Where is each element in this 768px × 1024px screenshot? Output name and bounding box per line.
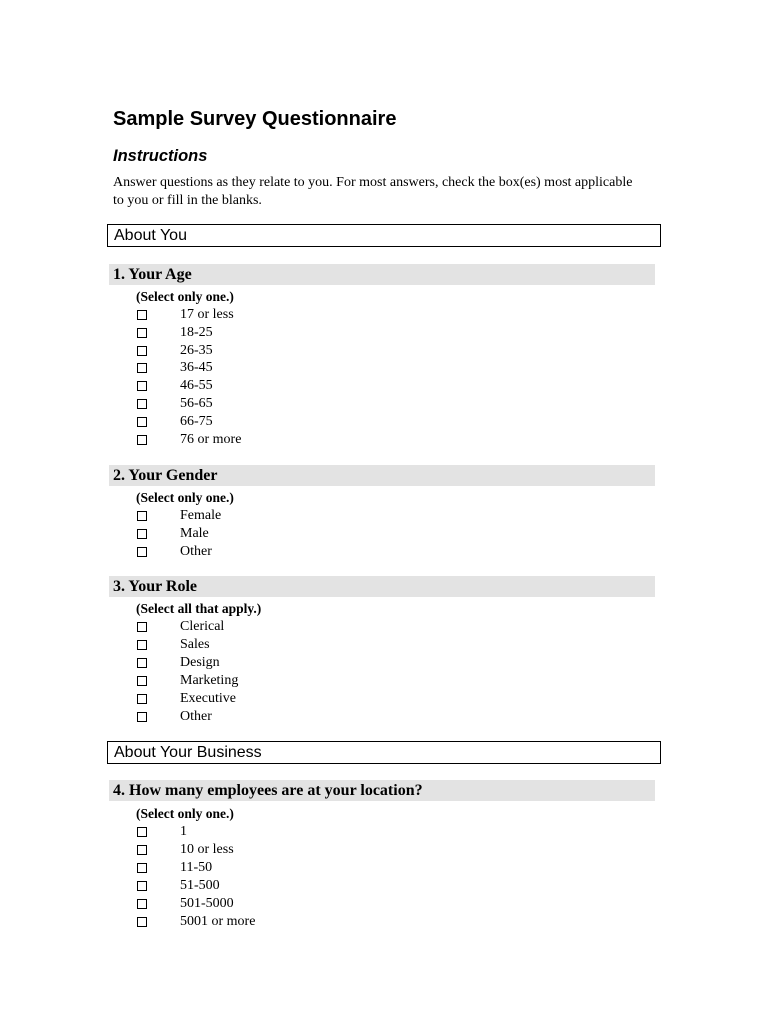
option-label: 18-25 (180, 325, 213, 340)
checkbox-option[interactable] (136, 896, 436, 914)
checkbox-option[interactable] (136, 842, 436, 860)
option-label: 5001 or more (180, 914, 256, 929)
option-label: Marketing (180, 673, 239, 688)
section-title: About Your Business (114, 744, 262, 761)
checkbox[interactable] (137, 917, 147, 927)
checkbox-option[interactable] (136, 619, 436, 637)
option-label: Other (180, 709, 212, 724)
checkbox-option[interactable] (136, 655, 436, 673)
option-label: 56-65 (180, 396, 213, 411)
option-label: 51-500 (180, 878, 220, 893)
checkbox-option[interactable] (136, 360, 436, 378)
checkbox-option[interactable] (136, 673, 436, 691)
question-heading-gender: 2. Your Gender (109, 465, 655, 486)
checkbox-option[interactable] (136, 414, 436, 432)
checkbox-option[interactable] (136, 709, 436, 727)
checkbox-option[interactable] (136, 378, 436, 396)
option-label: 36-45 (180, 360, 213, 375)
checkbox[interactable] (137, 328, 147, 338)
checkbox-option[interactable] (136, 878, 436, 896)
checkbox[interactable] (137, 863, 147, 873)
checkbox-option[interactable] (136, 637, 436, 655)
checkbox[interactable] (137, 658, 147, 668)
checkbox[interactable] (137, 346, 147, 356)
checkbox-option[interactable] (136, 508, 436, 526)
option-label: Female (180, 508, 222, 523)
checkbox[interactable] (137, 381, 147, 391)
checkbox[interactable] (137, 435, 147, 445)
checkbox[interactable] (137, 547, 147, 557)
checkbox-option[interactable] (136, 860, 436, 878)
checkbox[interactable] (137, 712, 147, 722)
checkbox[interactable] (137, 827, 147, 837)
option-label: 66-75 (180, 414, 213, 429)
option-label: 11-50 (180, 860, 213, 875)
checkbox[interactable] (137, 363, 147, 373)
option-label: Executive (180, 691, 236, 706)
section-about-you (107, 224, 661, 247)
checkbox-option[interactable] (136, 325, 436, 343)
checkbox[interactable] (137, 417, 147, 427)
option-label: 1 (180, 824, 187, 839)
checkbox[interactable] (137, 640, 147, 650)
checkbox[interactable] (137, 899, 147, 909)
option-label: Sales (180, 637, 210, 652)
checkbox-option[interactable] (136, 526, 436, 544)
question-heading-employees: 4. How many employees are at your location? (109, 780, 655, 801)
checkbox[interactable] (137, 511, 147, 521)
question-note: (Select all that apply.) (136, 601, 262, 616)
option-label: 10 or less (180, 842, 234, 857)
instructions-heading: Instructions (113, 147, 208, 165)
checkbox-option[interactable] (136, 691, 436, 709)
checkbox-option[interactable] (136, 544, 436, 562)
checkbox[interactable] (137, 694, 147, 704)
checkbox[interactable] (137, 399, 147, 409)
instructions-text: Answer questions as they relate to you. For most answers, check the box(es) most applicable to you or fill in the blanks. (113, 175, 633, 208)
option-label: 501-5000 (180, 896, 234, 911)
option-label: Design (180, 655, 220, 670)
question-note: (Select only one.) (136, 806, 234, 821)
question-note: (Select only one.) (136, 289, 234, 304)
option-label: 76 or more (180, 432, 242, 447)
checkbox-option[interactable] (136, 307, 436, 325)
checkbox-option[interactable] (136, 396, 436, 414)
page-title: Sample Survey Questionnaire (113, 108, 397, 130)
checkbox[interactable] (137, 881, 147, 891)
checkbox-option[interactable] (136, 914, 436, 932)
checkbox[interactable] (137, 845, 147, 855)
checkbox[interactable] (137, 676, 147, 686)
question-heading-role: 3. Your Role (109, 576, 655, 597)
section-about-business (107, 741, 661, 764)
checkbox-option[interactable] (136, 824, 436, 842)
question-note: (Select only one.) (136, 490, 234, 505)
question-heading-age: 1. Your Age (109, 264, 655, 285)
checkbox[interactable] (137, 310, 147, 320)
option-label: 17 or less (180, 307, 234, 322)
option-label: Clerical (180, 619, 225, 634)
option-label: 46-55 (180, 378, 213, 393)
checkbox-option[interactable] (136, 343, 436, 361)
checkbox-option[interactable] (136, 432, 436, 450)
option-label: Male (180, 526, 209, 541)
section-title: About You (114, 227, 187, 244)
checkbox[interactable] (137, 529, 147, 539)
checkbox[interactable] (137, 622, 147, 632)
option-label: 26-35 (180, 343, 213, 358)
option-label: Other (180, 544, 212, 559)
